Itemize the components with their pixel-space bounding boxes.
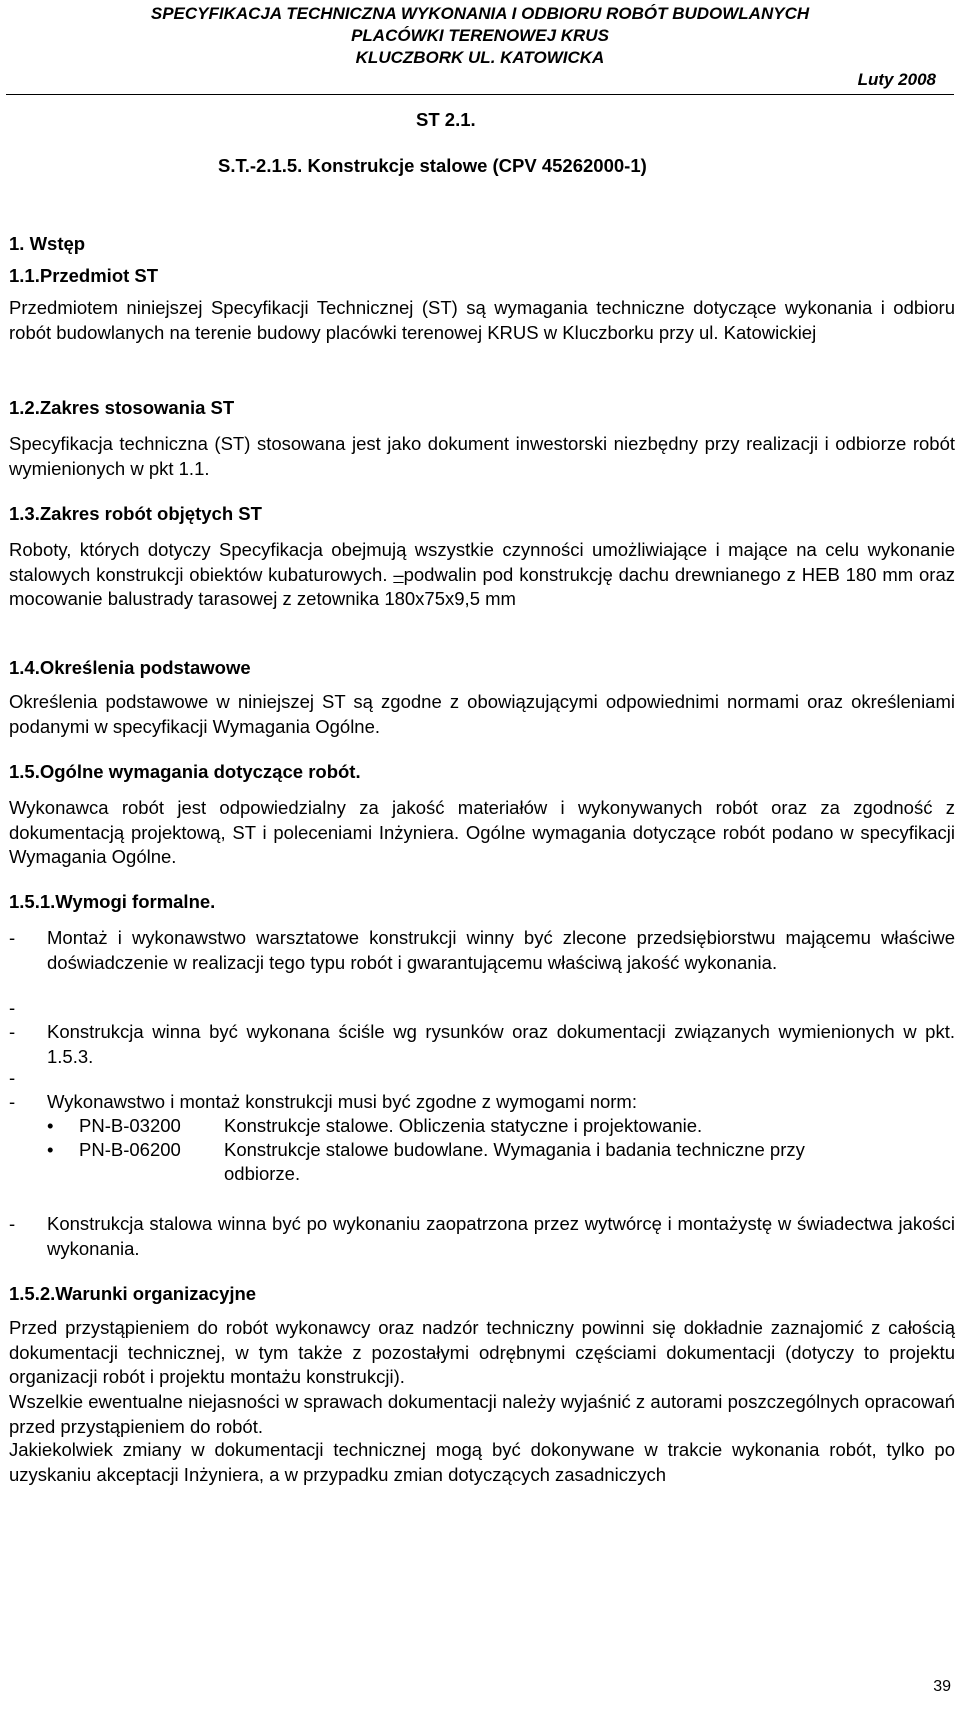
section-1-1-text: Przedmiotem niniejszej Specyfikacji Technicznej (ST) są wymagania techniczne dotyczące wykonania i odbioru robót budowlanych na terenie budowy placówki terenowej KRUS w Kluczborku przy ul. Katowickiej <box>9 297 955 343</box>
section-1-3-text-b: podwalin pod konstrukcję dachu drewnianego z HEB 180 mm oraz mocowanie balustrady tarasowej z zetownika 180x75x9,5 mm <box>9 563 955 609</box>
list-dash: - <box>9 1213 16 1234</box>
section-1-2-heading: 1.2.Zakres stosowania ST <box>9 397 235 418</box>
section-1-3-dash: – <box>393 563 404 585</box>
section-1-5-2-paragraph-2: Wszelkie ewentualne niejasności w sprawach dokumentacji należy wyjaśnić z autorami poszczególnych opracowań przed przystąpieniem do robót. <box>9 1391 955 1437</box>
section-1-5-2-heading: 1.5.2.Warunki organizacyjne <box>9 1283 257 1304</box>
section-1-4-text: Określenia podstawowe w niniejszej ST są zgodne z obowiązującymi odpowiednimi normami oraz określeniami podanymi w specyfikacji Wymagania Ogólne. <box>9 691 955 737</box>
bullet: • <box>47 1139 54 1160</box>
requirement-item-2: Konstrukcja winna być wykonana ściśle wg rysunków oraz dokumentacji związanych wymienionych w pkt. 1.5.3. <box>47 1021 955 1067</box>
section-1-5-2-paragraph-1: Przed przystąpieniem do robót wykonawcy oraz nadzór techniczny powinni się dokładnie zaznajomić z całością dokumentacji technicznej, w tym także z pozostałymi odrębnymi częściami dokumentacji (dotyczy to projektu organizacji robót i projektu montażu konstrukcji). <box>9 1317 955 1387</box>
doc-title: S.T.-2.1.5. Konstrukcje stalowe (CPV 45262000-1) <box>218 155 647 176</box>
bullet: • <box>47 1115 54 1136</box>
requirement-item-4: Konstrukcja stalowa winna być po wykonaniu zaopatrzona przez wytwórcę i montażystę w świadectwa jakości wykonania. <box>47 1213 955 1259</box>
norm-1-description: Konstrukcje stalowe. Obliczenia statyczne i projektowanie. <box>224 1115 703 1136</box>
header-date: Luty 2008 <box>857 70 936 89</box>
list-dash: - <box>9 927 16 948</box>
list-dash: - <box>9 1067 16 1088</box>
header-title: SPECYFIKACJA TECHNICZNA WYKONANIA I ODBIORU ROBÓT BUDOWLANYCH <box>150 4 810 23</box>
norm-1-code: PN-B-03200 <box>79 1115 181 1136</box>
section-1-5-2-paragraph-3: Jakiekolwiek zmiany w dokumentacji technicznej mogą być dokonywane w trakcie wykonania robót, tylko po uzyskaniu akceptacji Inżyniera, a w przypadku zmian dotyczących zasadniczych <box>9 1439 955 1485</box>
header-location: KLUCZBORK UL. KATOWICKA <box>355 48 605 67</box>
section-1-5-text: Wykonawca robót jest odpowiedzialny za jakość materiałów i wykonywanych robót oraz za zgodność z dokumentacją projektową, ST i poleceniami Inżyniera. Ogólne wymagania dotyczące robót podano w specyfikacji Wymagania Ogólne. <box>9 797 955 867</box>
section-1-3-heading: 1.3.Zakres robót objętych ST <box>9 503 262 524</box>
requirement-item-1: Montaż i wykonawstwo warsztatowe konstrukcji winny być zlecone przedsiębiorstwu mającemu właściwe doświadczenie w realizacji tego typu robót i gwarantującemu właściwą jakość wykonania. <box>47 927 955 973</box>
norm-2-code: PN-B-06200 <box>79 1139 181 1160</box>
list-dash: - <box>9 1091 16 1112</box>
list-dash: - <box>9 1021 16 1042</box>
section-1-5-heading: 1.5.Ogólne wymagania dotyczące robót. <box>9 761 361 782</box>
section-1-heading: 1. Wstęp <box>9 233 86 254</box>
list-dash: - <box>9 997 16 1018</box>
doc-code: ST 2.1. <box>416 109 476 130</box>
section-1-3-text-a: Roboty, których dotyczy Specyfikacja obejmują wszystkie czynności umożliwiające i mające na celu wykonanie stalowych konstrukcji obiektów kubaturowych. <box>9 539 955 585</box>
norm-2-description-cont: odbiorze. <box>224 1163 301 1184</box>
section-1-3-text <box>9 538 955 612</box>
header-subtitle: PLACÓWKI TERENOWEJ KRUS <box>351 26 609 45</box>
section-1-2-text: Specyfikacja techniczna (ST) stosowana jest jako dokument inwestorski niezbędny przy realizacji i odbiorze robót wymienionych w pkt 1.1. <box>9 433 955 479</box>
section-1-4-heading: 1.4.Określenia podstawowe <box>9 657 251 678</box>
section-1-5-1-heading: 1.5.1.Wymogi formalne. <box>9 891 216 912</box>
requirement-item-3: Wykonawstwo i montaż konstrukcji musi być zgodne z wymogami norm: <box>47 1091 637 1112</box>
page-number: 39 <box>933 1678 951 1695</box>
norm-2-description: Konstrukcje stalowe budowlane. Wymagania i badania techniczne przy <box>224 1139 805 1160</box>
section-1-1-heading: 1.1.Przedmiot ST <box>9 265 159 286</box>
header-divider <box>6 94 954 95</box>
